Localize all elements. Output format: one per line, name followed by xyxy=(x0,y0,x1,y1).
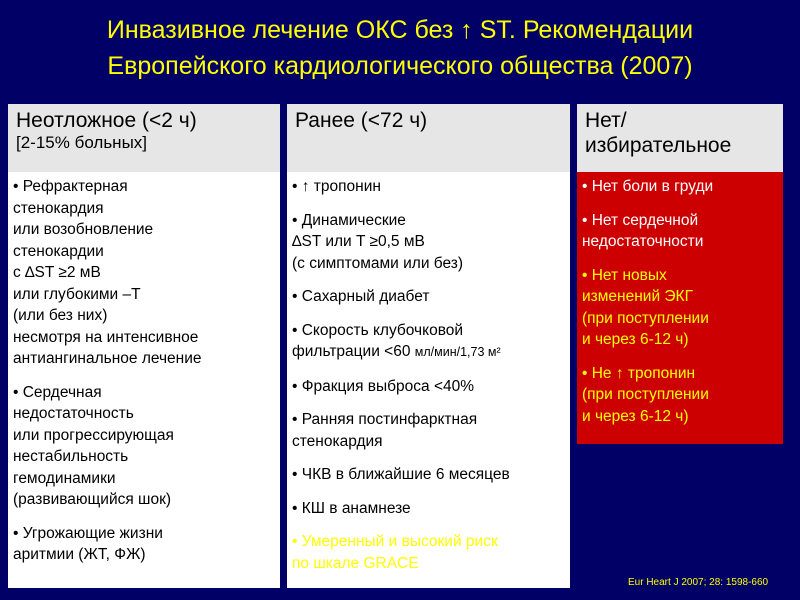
criterion-line: антиангинальное лечение xyxy=(13,350,202,367)
criterion-line: • КШ в анамнезе xyxy=(292,499,411,517)
criterion-item xyxy=(292,498,566,520)
criterion-item xyxy=(13,176,276,370)
criterion-line: • Сахарный диабет xyxy=(292,288,430,305)
column-body-early xyxy=(287,172,570,588)
criterion-line: и через 6-12 ч) xyxy=(582,331,689,348)
criterion-line: (при поступлении xyxy=(582,386,709,403)
criterion-item xyxy=(582,265,779,351)
criterion-line: • ЧКВ в ближайшие 6 месяцев xyxy=(292,466,510,483)
criterion-line: несмотря на интенсивное xyxy=(13,328,199,346)
criterion-line: (или без них) xyxy=(13,307,108,324)
criterion-line: аритмии (ЖТ, ФЖ) xyxy=(13,546,146,563)
criterion-item xyxy=(292,176,566,198)
column-header-title: Неотложное (<2 ч) xyxy=(16,109,197,132)
criterion-line: изменений ЭКГ xyxy=(582,288,693,305)
criterion-line: • Динамические xyxy=(292,211,406,229)
slide-title xyxy=(0,12,800,84)
criterion-line: (при поступлении xyxy=(582,309,709,327)
slide-title-line-1: Инвазивное лечение ОКС без ↑ ST. Рекомендации xyxy=(106,16,694,44)
column-header-none-selective xyxy=(577,104,783,172)
criterion-line: • Угрожающие жизни xyxy=(13,524,163,542)
column-header-title: Нет/ избирательное xyxy=(585,109,732,157)
criterion-item xyxy=(13,523,276,566)
column-body-none-selective xyxy=(577,172,783,444)
column-header-title: Ранее (<72 ч) xyxy=(295,109,428,132)
criterion-item xyxy=(13,382,276,511)
criterion-line: • Фракция выброса <40% xyxy=(292,377,475,395)
slide-title-line-2: Европейского кардиологического общества (2007) xyxy=(107,52,693,80)
criterion-item xyxy=(292,464,566,486)
criterion-line: стенокардия xyxy=(13,199,104,217)
criterion-item xyxy=(582,363,779,428)
criterion-item xyxy=(582,210,779,253)
column-header-subtitle: [2-15% больных] xyxy=(16,133,148,152)
criterion-line: стенокардия xyxy=(292,432,383,450)
criterion-line: недостаточность xyxy=(13,405,134,422)
criterion-line: или возобновление xyxy=(13,221,154,238)
criterion-line: • Ранняя постинфарктная xyxy=(292,411,478,428)
criterion-item xyxy=(292,286,566,308)
reference-citation: Eur Heart J 2007; 28: 1598-660 xyxy=(628,577,769,588)
criterion-line: • Нет сердечной xyxy=(582,211,699,229)
criterion-line: • Умеренный и высокий риск xyxy=(292,533,498,550)
criterion-item xyxy=(292,210,566,275)
criterion-line: и через 6-12 ч) xyxy=(582,407,689,425)
criterion-line: • Не ↑ тропонин xyxy=(582,364,696,382)
criterion-line: или глубокими –T xyxy=(13,285,141,303)
criterion-line: • Сердечная xyxy=(13,383,102,401)
column-header-urgent xyxy=(8,104,280,172)
criterion-unit: мл/мин/1,73 м² xyxy=(414,345,501,359)
criterion-line: • Нет новых xyxy=(582,266,667,284)
criterion-line: (с симптомами или без) xyxy=(292,254,464,272)
criterion-item xyxy=(292,376,566,398)
criterion-line-with-unit xyxy=(292,341,566,364)
criterion-line: фильтрации <60 xyxy=(292,343,411,360)
criterion-line: гемодинамики xyxy=(13,469,116,487)
criterion-line: или прогрессирующая xyxy=(13,426,174,444)
criterion-item xyxy=(292,409,566,452)
column-body-urgent xyxy=(8,172,280,588)
criterion-line: недостаточности xyxy=(582,233,704,250)
criterion-line: по шкале GRACE xyxy=(292,554,419,572)
criterion-line: ∆ST или T ≥0,5 мВ xyxy=(292,233,425,250)
criterion-line: нестабильность xyxy=(13,448,129,465)
criterion-line: стенокардии xyxy=(13,242,104,260)
criterion-item xyxy=(292,320,566,364)
criterion-line: • Скорость клубочковой xyxy=(292,321,464,339)
column-header-early xyxy=(287,104,570,172)
criterion-item xyxy=(582,176,779,198)
criterion-line: • Рефрактерная xyxy=(13,178,128,195)
criterion-line: (развивающийся шок) xyxy=(13,491,172,508)
criterion-item xyxy=(292,531,566,574)
criterion-line: с ∆ST ≥2 мВ xyxy=(13,264,101,281)
criterion-line: • Нет боли в груди xyxy=(582,178,714,195)
criterion-line: • ↑ тропонин xyxy=(292,178,381,195)
